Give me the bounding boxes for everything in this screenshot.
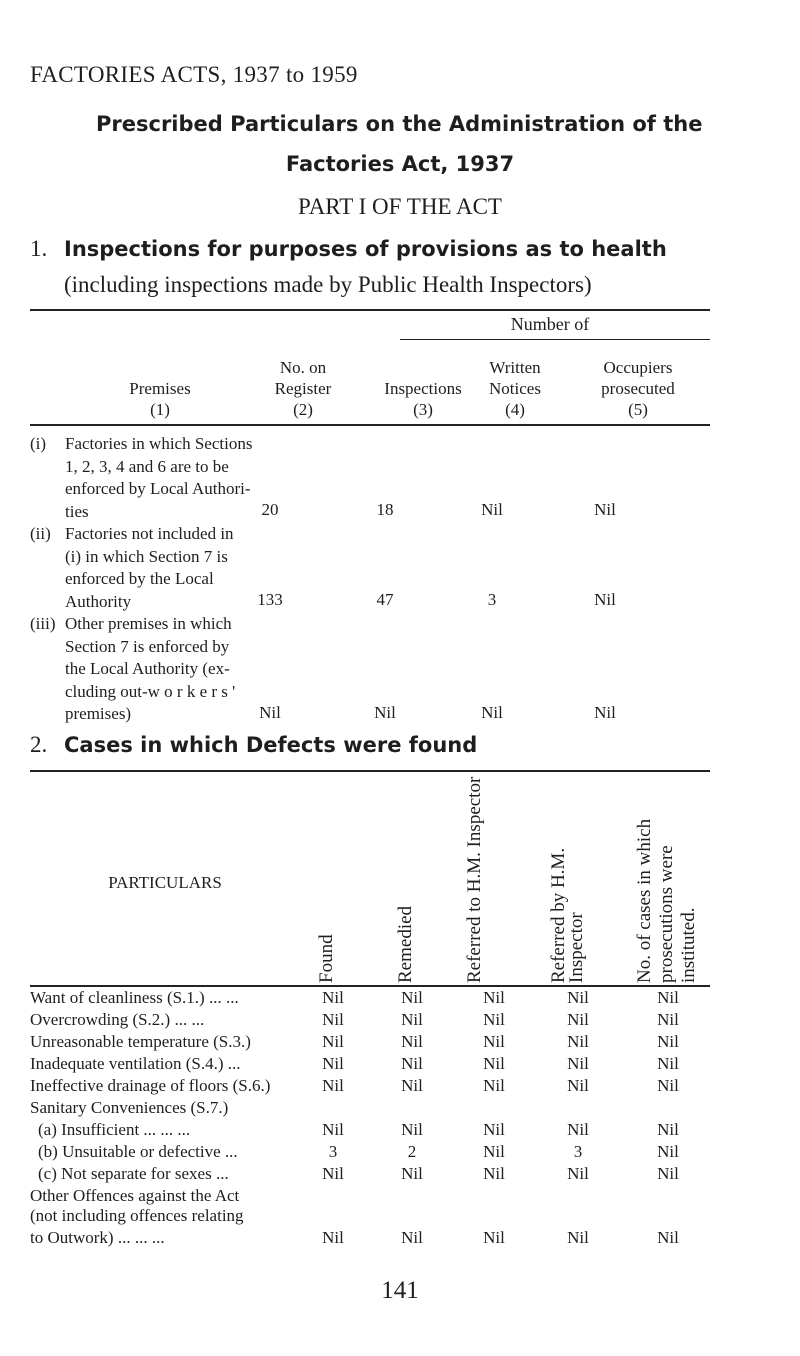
cell-notices: Nil	[481, 500, 503, 519]
table2-row-label: Inadequate ventilation (S.4.) ...	[30, 1054, 241, 1073]
cell-inspections: 18	[376, 500, 394, 519]
cell-referred-by: 3	[573, 1142, 583, 1161]
table1-row: (i) Factories in which Sections 1, 2, 3, 4 and 6 are to be enforced by Local Authori- ties	[30, 434, 253, 521]
col-notices: Written Notices (4)	[489, 358, 541, 419]
part-heading: PART I OF THE ACT	[298, 194, 502, 219]
table2-row-label: (b) Unsuitable or defective ...	[38, 1142, 238, 1161]
cell-register: 20	[261, 500, 279, 519]
cell-prosecutions: Nil	[657, 1032, 679, 1051]
cell-remedied: Nil	[401, 1032, 423, 1051]
cell-inspections: Nil	[374, 703, 396, 722]
table2-row-label: Want of cleanliness (S.1.) ... ...	[30, 988, 239, 1007]
cell-prosecutions: Nil	[657, 1054, 679, 1073]
cell-referred-by: Nil	[567, 1010, 589, 1029]
cell-prosecutions: Nil	[657, 988, 679, 1007]
table2-row-label: to Outwork) ... ... ...	[30, 1228, 165, 1247]
table1-row: (ii) Factories not included in (i) in which Section 7 is enforced by the Local Authority	[30, 524, 234, 611]
cell-prosecuted: Nil	[594, 500, 616, 519]
cell-referred-by: Nil	[567, 1164, 589, 1183]
cell-referred-by: Nil	[567, 1120, 589, 1139]
table1-header-rule	[30, 424, 710, 426]
cell-prosecutions: Nil	[657, 1228, 679, 1247]
table2-row-label: Overcrowding (S.2.) ... ...	[30, 1010, 205, 1029]
subtitle-line-1: Prescribed Particulars on the Administration of the	[96, 112, 703, 136]
table2-group-label: Other Offences against the Act	[30, 1186, 240, 1205]
col-premises: Premises	[129, 379, 191, 398]
cell-found: Nil	[322, 988, 344, 1007]
cell-referred-by: Nil	[567, 988, 589, 1007]
section1-number: 1.	[30, 236, 48, 261]
group-header-number-of: Number of	[510, 314, 590, 334]
cell-prosecutions: Nil	[657, 1120, 679, 1139]
cell-prosecutions: Nil	[657, 1076, 679, 1095]
subtitle-line-2: Factories Act, 1937	[285, 152, 515, 176]
cell-referred-to: Nil	[483, 1142, 505, 1161]
table2-top-rule	[30, 770, 710, 772]
col-particulars: PARTICULARS	[108, 873, 222, 892]
cell-prosecutions: Nil	[657, 1010, 679, 1029]
cell-referred-by: Nil	[567, 1076, 589, 1095]
col-inspections: Inspections (3)	[384, 379, 462, 419]
cell-prosecuted: Nil	[594, 590, 616, 609]
col-occupiers: Occupiers prosecuted (5)	[601, 358, 675, 419]
cell-referred-to: Nil	[483, 1076, 505, 1095]
section2-heading-text: Cases in which Defects were found	[64, 733, 478, 757]
cell-prosecuted: Nil	[594, 703, 616, 722]
col-referred-by: Referred by H.M. Inspector	[548, 847, 587, 983]
cell-remedied: 2	[407, 1142, 417, 1161]
cell-prosecutions: Nil	[657, 1142, 679, 1161]
cell-found: Nil	[322, 1228, 344, 1247]
section2-heading	[30, 732, 477, 758]
col-remedied: Remedied	[395, 905, 416, 983]
table2-row-label: Unreasonable temperature (S.3.)	[30, 1032, 251, 1051]
table1-top-rule	[30, 309, 710, 311]
cell-referred-to: Nil	[483, 1054, 505, 1073]
cell-referred-by: Nil	[567, 1228, 589, 1247]
cell-prosecutions: Nil	[657, 1164, 679, 1183]
table2-header-rule	[30, 985, 710, 987]
cell-referred-by: Nil	[567, 1054, 589, 1073]
col-prosecutions: No. of cases in which prosecutions were instituted.	[634, 818, 699, 983]
section1-heading-bold: Inspections for purposes of provisions as to health	[64, 237, 667, 261]
page-title: FACTORIES ACTS, 1937 to 1959	[30, 62, 358, 87]
cell-register: 133	[257, 590, 283, 609]
cell-referred-to: Nil	[483, 1032, 505, 1051]
cell-found: Nil	[322, 1120, 344, 1139]
col-referred-to: Referred to H.M. Inspector	[464, 776, 485, 983]
cell-register: Nil	[259, 703, 281, 722]
cell-remedied: Nil	[401, 988, 423, 1007]
table2-group-label: (not including offences relating	[30, 1206, 244, 1225]
cell-inspections: 47	[376, 590, 394, 609]
cell-referred-to: Nil	[483, 1120, 505, 1139]
cell-remedied: Nil	[401, 1120, 423, 1139]
table1-row: (iii) Other premises in which Section 7 is enforced by the Local Authority (ex- cluding out-w o r k e r s ' premises)	[30, 614, 236, 724]
table2-row-label: (a) Insufficient ... ... ...	[38, 1120, 191, 1139]
cell-notices: Nil	[481, 703, 503, 722]
cell-remedied: Nil	[401, 1164, 423, 1183]
col-premises-number: (1)	[150, 400, 170, 419]
table2-group-label: Sanitary Conveniences (S.7.)	[30, 1098, 229, 1117]
section1-heading-sub: (including inspections made by Public Health Inspectors)	[64, 272, 592, 297]
cell-referred-to: Nil	[483, 988, 505, 1007]
cell-found: Nil	[322, 1054, 344, 1073]
cell-remedied: Nil	[401, 1076, 423, 1095]
page-number: 141	[381, 1277, 419, 1304]
table2-row-label: Ineffective drainage of floors (S.6.)	[30, 1076, 271, 1095]
col-register: No. on Register (2)	[274, 358, 332, 419]
cell-notices: 3	[487, 590, 497, 609]
cell-referred-to: Nil	[483, 1228, 505, 1247]
cell-found: Nil	[322, 1010, 344, 1029]
cell-referred-to: Nil	[483, 1010, 505, 1029]
cell-remedied: Nil	[401, 1054, 423, 1073]
cell-referred-by: Nil	[567, 1032, 589, 1051]
cell-found: 3	[328, 1142, 338, 1161]
section1-heading	[30, 236, 667, 262]
cell-found: Nil	[322, 1076, 344, 1095]
group-header-rule	[400, 339, 710, 340]
table2-row-label: (c) Not separate for sexes ...	[38, 1164, 229, 1183]
col-found: Found	[316, 934, 337, 983]
cell-referred-to: Nil	[483, 1164, 505, 1183]
section2-number: 2.	[30, 732, 48, 757]
cell-found: Nil	[322, 1032, 344, 1051]
cell-found: Nil	[322, 1164, 344, 1183]
cell-remedied: Nil	[401, 1228, 423, 1247]
cell-remedied: Nil	[401, 1010, 423, 1029]
